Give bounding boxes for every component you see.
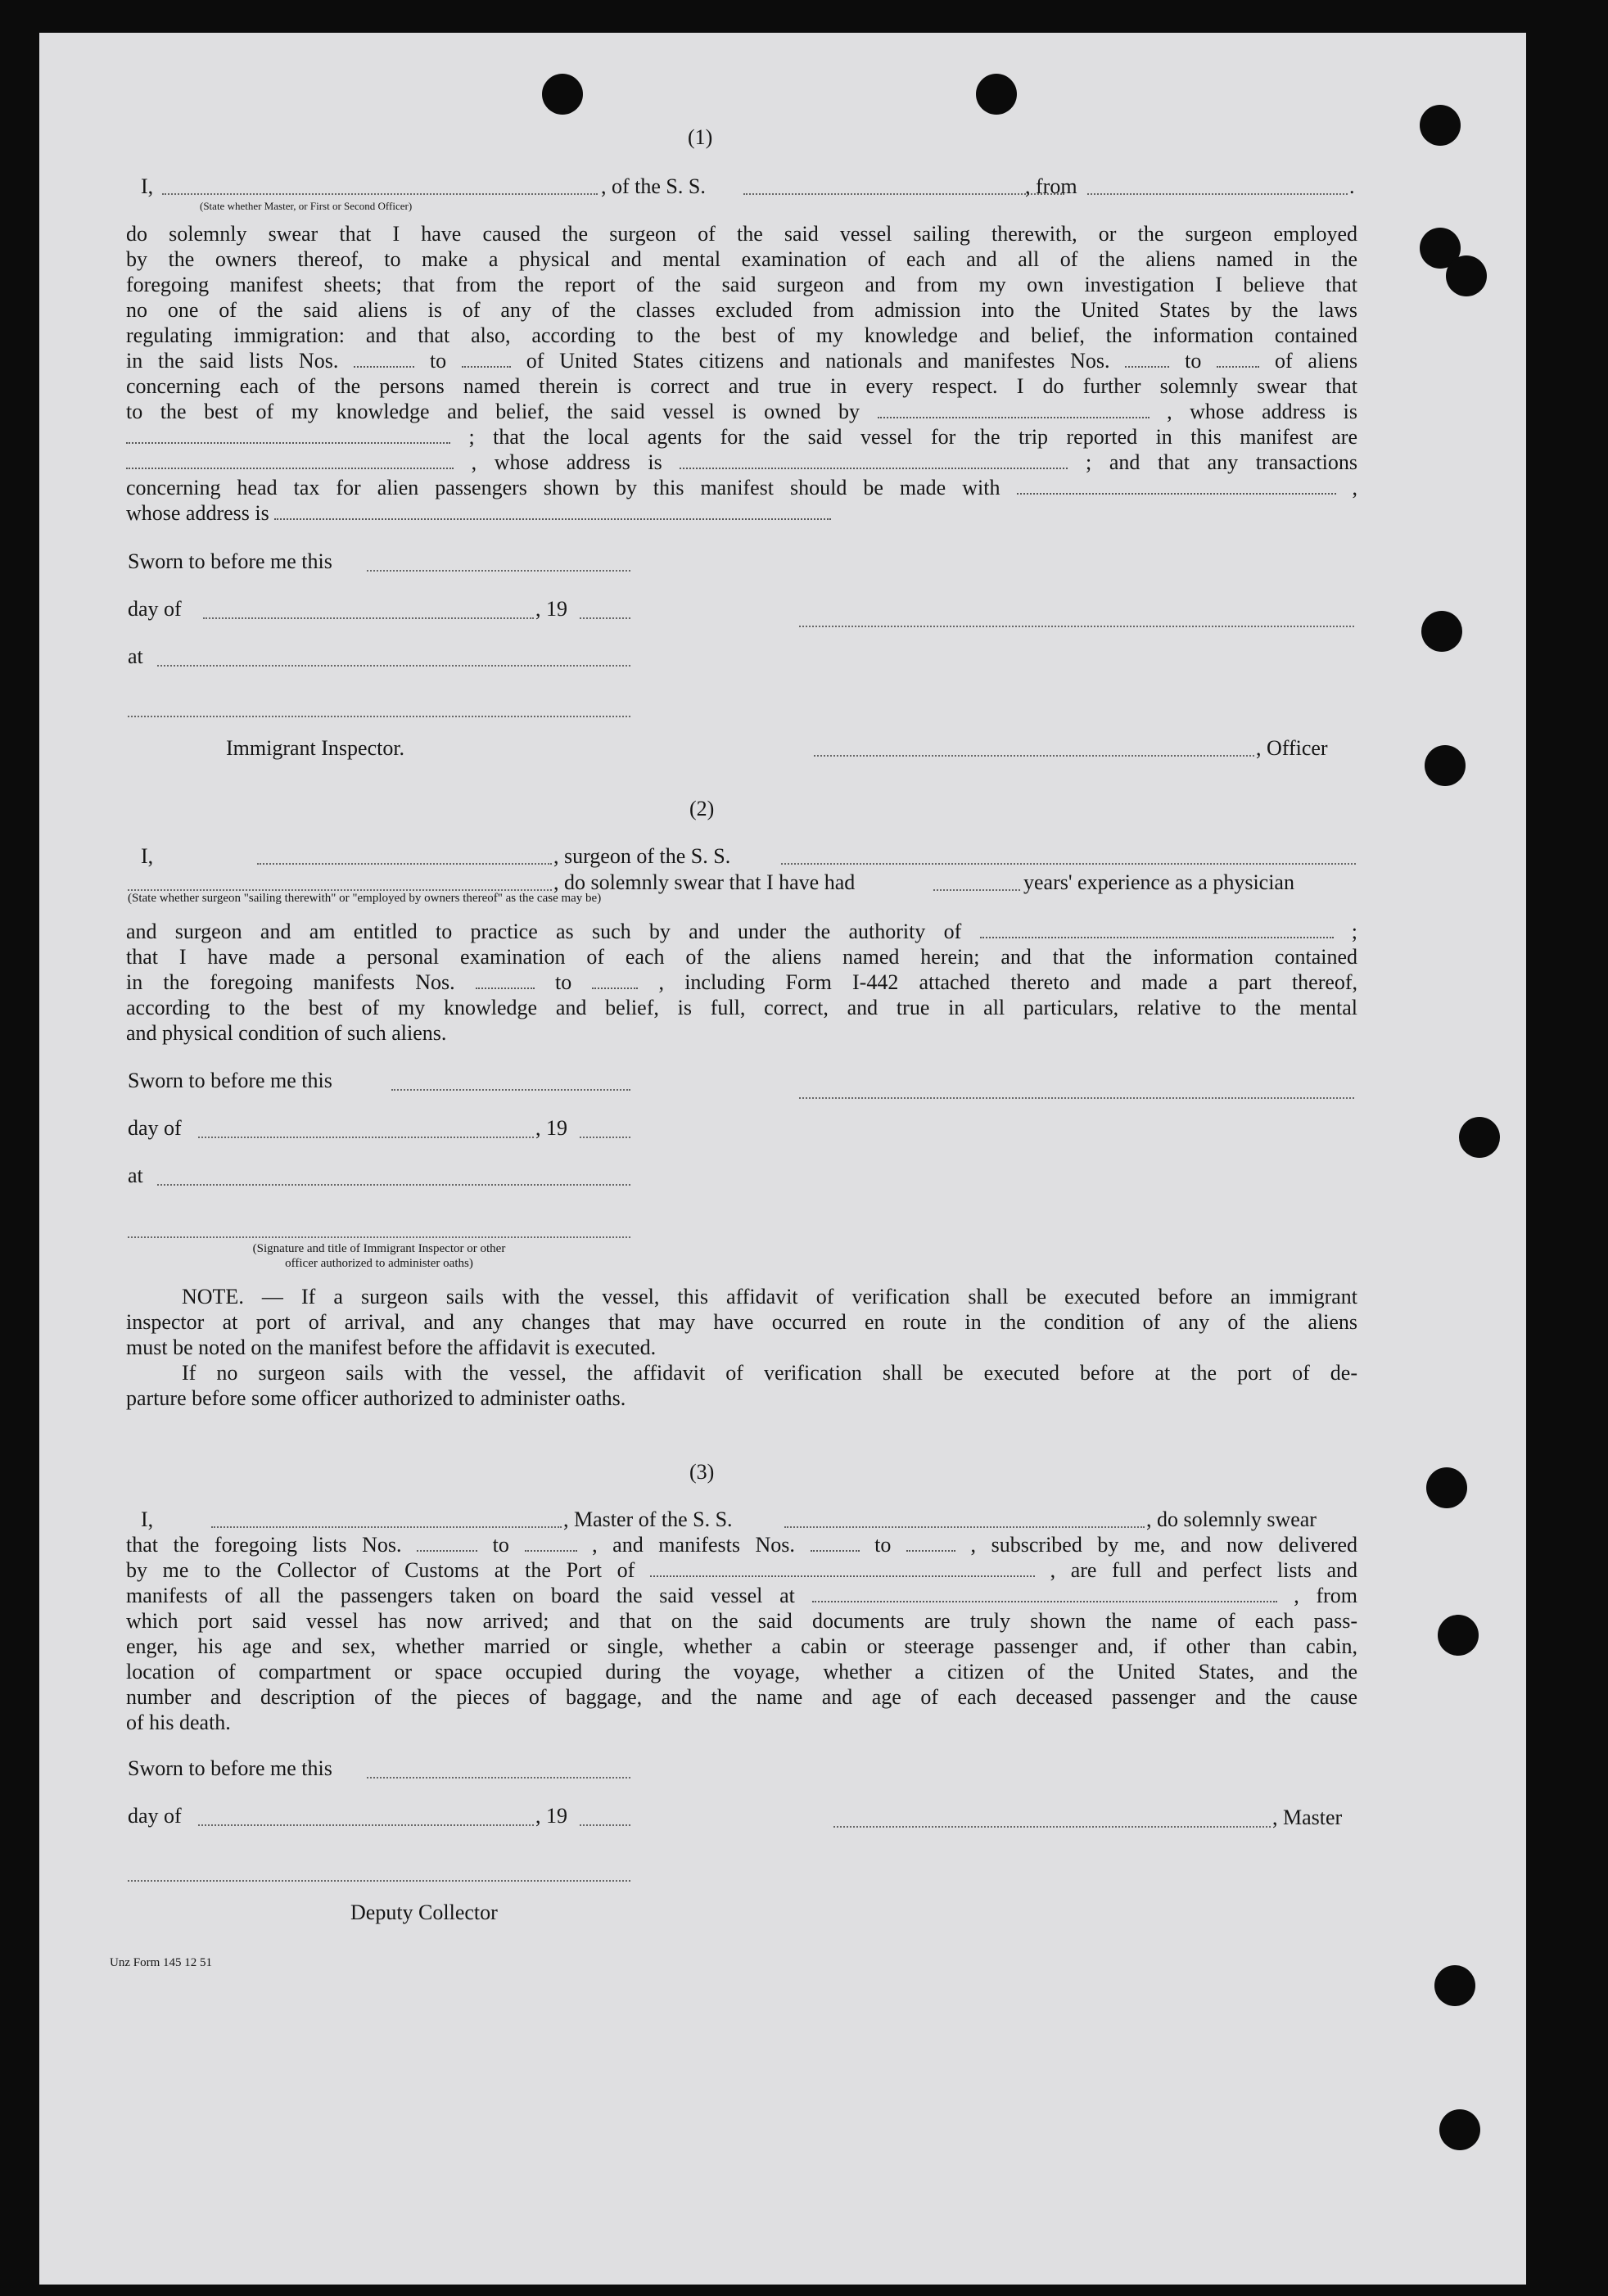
section1-i: I, <box>141 174 154 198</box>
section1-line: , whose address is ; and that any transactions <box>126 450 1357 475</box>
section3-line: number and description of the pieces of baggage, and the name and age of each deceased passenger and the cause <box>126 1685 1357 1709</box>
section3-deputy: Deputy Collector <box>350 1901 498 1924</box>
blank-head-tax-contact[interactable] <box>1017 477 1336 495</box>
section1-line: by the owners thereof, to make a physical and mental examination of each and all of the aliens named in the <box>126 247 1357 271</box>
note-line: NOTE. — If a surgeon sails with the vessel, this affidavit of verification shall be executed before an immigrant <box>182 1285 1357 1308</box>
blank-vessel-name[interactable] <box>781 863 1356 865</box>
section1-line: regulating immigration: and that also, according to the best of my knowledge and belief, the information contained <box>126 323 1357 347</box>
section1-year: , 19 <box>535 597 567 621</box>
blank-list-no[interactable] <box>525 1534 577 1552</box>
blank-sworn-date[interactable] <box>391 1089 630 1091</box>
section2-hint: (State whether surgeon "sailing therewith" or "employed by owners thereof" as the case may be) <box>128 892 602 905</box>
blank-surgeon-name[interactable] <box>257 863 552 865</box>
section1-line: foregoing manifest sheets; that from the report of the said surgeon and from my own investigation I believe that <box>126 273 1357 296</box>
section2-swear: , do solemnly swear that I have had <box>553 870 856 894</box>
section2-day-of: day of <box>128 1116 182 1140</box>
blank-sworn-date[interactable] <box>367 1777 630 1778</box>
blank-authority[interactable] <box>980 920 1334 938</box>
blank-vessel-name[interactable] <box>784 1526 1145 1528</box>
section3-swear: , do solemnly swear <box>1146 1507 1317 1531</box>
blank-place[interactable] <box>157 665 630 667</box>
blank-year[interactable] <box>580 1824 630 1826</box>
section1-line: ; that the local agents for the said vessel for the trip reported in this manifest are <box>126 424 1357 450</box>
section3-day-of: day of <box>128 1804 182 1828</box>
section3-line: location of compartment or space occupied during the voyage, whether a citizen of the United States, and the <box>126 1660 1357 1684</box>
section2-line: in the foregoing manifests Nos. to , including Form I-442 attached thereto and made a part thereof, <box>126 970 1358 994</box>
section3-master-of: , Master of the S. S. <box>563 1507 733 1531</box>
note-line: If no surgeon sails with the vessel, the affidavit of verification shall be executed before at the port of de- <box>182 1361 1357 1385</box>
blank-manifest-no[interactable] <box>592 971 638 989</box>
punch-hole <box>1420 105 1461 146</box>
section3-line: that the foregoing lists Nos. to , and manifests Nos. to , subscribed by me, and now delivered <box>126 1533 1358 1557</box>
punch-hole <box>1438 1615 1479 1656</box>
section2-i: I, <box>141 844 154 868</box>
section1-line: no one of the said aliens is of any of the classes excluded from admission into the United States by the laws <box>126 298 1357 322</box>
blank-officer-rank[interactable] <box>162 193 598 195</box>
blank-master-name[interactable] <box>211 1526 562 1528</box>
blank-manifest-no[interactable] <box>811 1534 860 1552</box>
punch-hole <box>1459 1117 1500 1158</box>
section2-line: according to the best of my knowledge and belief, is full, correct, and true in all particulars, relative to the mental <box>126 996 1357 1019</box>
section3-line: manifests of all the passengers taken on board the said vessel at , from <box>126 1584 1358 1607</box>
section2-at: at <box>128 1164 143 1187</box>
punch-hole <box>1421 611 1462 652</box>
blank-month[interactable] <box>203 617 534 619</box>
section1-line: concerning head tax for alien passengers shown by this manifest should be made with , <box>126 476 1358 499</box>
blank-owner-address[interactable] <box>126 426 450 444</box>
blank-list-no[interactable] <box>462 350 511 368</box>
section1-line: to the best of my knowledge and belief, the said vessel is owned by , whose address is <box>126 400 1357 423</box>
section1-line: in the said lists Nos. to of United States citizens and nationals and manifestes Nos. to of aliens <box>126 349 1358 373</box>
section1-day-of: day of <box>128 597 182 621</box>
blank-master-signature[interactable] <box>833 1826 1271 1828</box>
punch-hole <box>1446 255 1487 296</box>
section2-sig-caption: (Signature and title of Immigrant Inspector or other officer authorized to administer oaths) <box>252 1242 506 1270</box>
blank-officer-signature[interactable] <box>799 626 1354 627</box>
section1-number: (1) <box>688 125 713 149</box>
blank-departure-port[interactable] <box>812 1584 1277 1602</box>
section1-inspector: Immigrant Inspector. <box>226 736 405 760</box>
blank-year[interactable] <box>580 617 630 619</box>
form-sheet <box>39 33 1526 2285</box>
blank-list-no[interactable] <box>417 1534 477 1552</box>
punch-hole <box>1426 1467 1467 1508</box>
blank-agents-address[interactable] <box>680 451 1068 469</box>
blank-manifest-no[interactable] <box>1217 350 1259 368</box>
blank-list-no[interactable] <box>354 350 414 368</box>
blank-inspector-signature[interactable] <box>128 1236 630 1238</box>
section3-year: , 19 <box>535 1804 567 1828</box>
section3-line: which port said vessel has now arrived; and that on the said documents are truly shown the name of each pass- <box>126 1609 1357 1633</box>
section3-number: (3) <box>689 1460 715 1484</box>
blank-month[interactable] <box>198 1137 534 1138</box>
punch-hole <box>542 74 583 115</box>
section1-at: at <box>128 644 143 668</box>
blank-deputy-signature[interactable] <box>128 1880 630 1882</box>
blank-contact-address[interactable] <box>274 502 831 520</box>
blank-manifest-no[interactable] <box>476 971 535 989</box>
blank-manifest-no[interactable] <box>1125 350 1169 368</box>
section1-line: do solemnly swear that I have caused the surgeon of the said vessel sailing therewith, or the surgeon employed <box>126 222 1357 246</box>
section2-line: that I have made a personal examination of each of the aliens named herein; and that the information contained <box>126 945 1357 969</box>
blank-port[interactable] <box>650 1559 1035 1577</box>
blank-year[interactable] <box>580 1137 630 1138</box>
blank-from-port[interactable] <box>1087 193 1348 195</box>
section1-line: whose address is <box>126 500 831 526</box>
punch-hole <box>976 74 1017 115</box>
blank-years[interactable] <box>933 889 1020 891</box>
blank-officer-title[interactable] <box>814 755 1254 757</box>
punch-hole <box>1439 2109 1480 2150</box>
blank-vessel-name[interactable] <box>743 193 1064 195</box>
section2-line: and surgeon and am entitled to practice as such by and under the authority of ; <box>126 920 1358 943</box>
blank-surgeon-signature[interactable] <box>799 1097 1354 1099</box>
form-id: Unz Form 145 12 51 <box>110 1956 212 1969</box>
blank-inspector-signature[interactable] <box>128 716 630 717</box>
punch-hole <box>1425 745 1466 786</box>
section2-line: and physical condition of such aliens. <box>126 1021 447 1045</box>
section2-surgeon-of: , surgeon of the S. S. <box>553 844 731 868</box>
section1-from: , from <box>1025 174 1077 198</box>
section3-sworn: Sworn to before me this <box>128 1756 332 1780</box>
section3-i: I, <box>141 1507 154 1531</box>
section1-line: concerning each of the persons named therein is correct and true in every respect. I do further solemnly swear that <box>126 374 1357 398</box>
section2-years: years' experience as a physician <box>1023 870 1294 894</box>
section2-number: (2) <box>689 797 715 820</box>
blank-vessel-owner[interactable] <box>878 400 1150 418</box>
note-line: parture before some officer authorized to administer oaths. <box>126 1386 626 1410</box>
section1-hint: (State whether Master, or First or Second Officer) <box>200 200 413 212</box>
section3-line: enger, his age and sex, whether married or single, whether a cabin or steerage passenger and, if other than cabin, <box>126 1634 1357 1658</box>
section1-period: . <box>1349 174 1355 198</box>
section3-master: , Master <box>1272 1806 1343 1829</box>
blank-month[interactable] <box>198 1824 534 1826</box>
note-line: inspector at port of arrival, and any changes that may have occurred en route in the condition of any of the aliens <box>126 1310 1357 1334</box>
section3-line: by me to the Collector of Customs at the Port of , are full and perfect lists and <box>126 1558 1357 1582</box>
blank-sworn-date[interactable] <box>367 570 630 572</box>
note-line: must be noted on the manifest before the affidavit is executed. <box>126 1336 657 1359</box>
punch-hole <box>1434 1965 1475 2006</box>
blank-local-agents[interactable] <box>126 451 454 469</box>
section3-line: of his death. <box>126 1711 231 1734</box>
section1-sworn: Sworn to before me this <box>128 549 332 573</box>
blank-manifest-no[interactable] <box>906 1534 955 1552</box>
section2-year: , 19 <box>535 1116 567 1140</box>
section1-of-ss: , of the S. S. <box>601 174 706 198</box>
section2-sworn: Sworn to before me this <box>128 1069 332 1092</box>
blank-place[interactable] <box>157 1184 630 1186</box>
section1-officer: , Officer <box>1256 736 1328 760</box>
